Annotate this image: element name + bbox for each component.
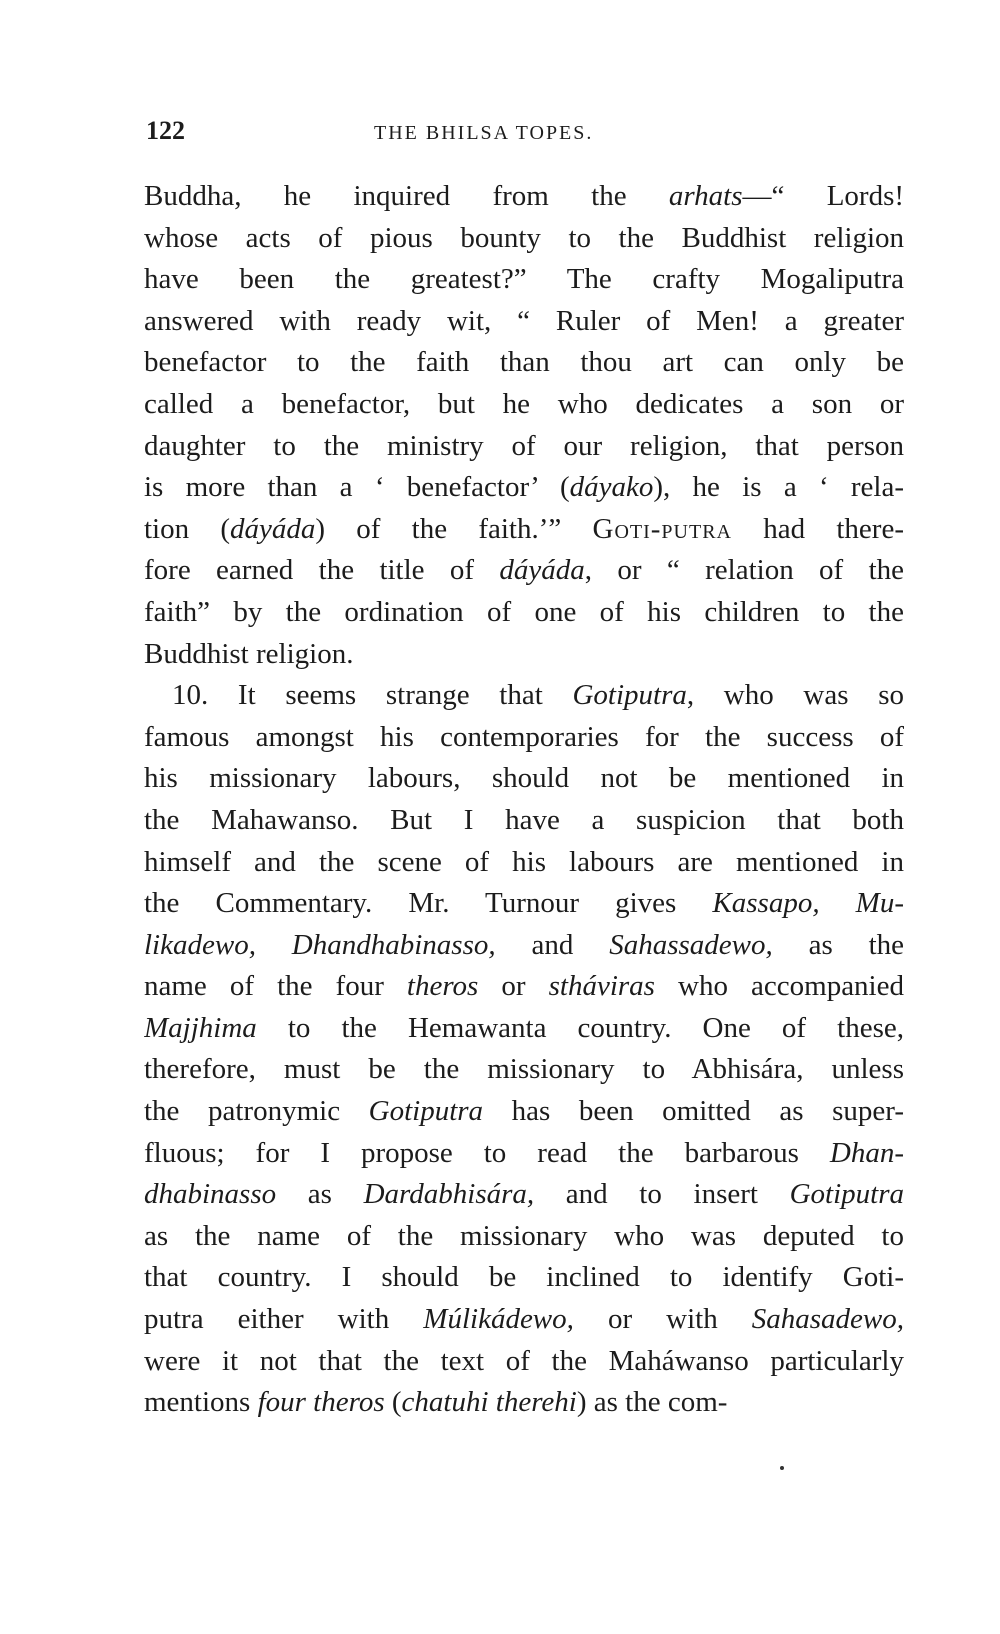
text-segment: putra either with [144, 1303, 424, 1336]
text-segment: ) as the com- [576, 1386, 728, 1419]
italic-text: Sahasadewo, [751, 1303, 904, 1336]
text-line [144, 634, 904, 676]
small-caps-text: Goti-putra [592, 512, 733, 545]
running-title: THE BHILSA TOPES. [374, 122, 594, 144]
text-line [144, 1341, 904, 1383]
text-segment: ) of the faith.’” [315, 512, 593, 545]
text-segment: the Commentary. Mr. Turnour gives [144, 887, 713, 920]
italic-text: Gotiputra [789, 1178, 904, 1211]
italic-text: dáyáda [230, 512, 316, 545]
italic-text: Majjhima [144, 1011, 257, 1044]
text-line [144, 218, 904, 260]
page-header [140, 116, 910, 152]
text-segment: had there- [732, 512, 904, 545]
text-line [144, 717, 904, 759]
text-segment: fluous; for I propose to read the barbarous [144, 1136, 830, 1169]
text-segment: who accompanied [654, 970, 904, 1003]
text-line [144, 467, 904, 509]
text-line [144, 675, 904, 717]
text-line [144, 176, 904, 218]
text-segment: daughter to the ministry of our religion, that person [144, 429, 904, 462]
text-segment: faith” by the ordination of one of his children to the [144, 595, 904, 628]
text-segment: the Mahawanso. But I have a suspicion that both [144, 803, 904, 836]
text-segment: tion ( [144, 512, 231, 545]
text-segment: ), he is a ‘ rela- [653, 471, 904, 504]
text-line [144, 1049, 904, 1091]
text-segment: as [276, 1178, 364, 1211]
italic-text: dhabinasso [144, 1178, 277, 1211]
italic-text: arhats [668, 180, 743, 212]
italic-text: Múlikádewo, [423, 1303, 574, 1336]
text-segment: his missionary labours, should not be mentioned in [144, 762, 904, 795]
italic-text: chatuhi therehi [401, 1386, 577, 1419]
text-segment: Buddhist religion. [144, 637, 354, 670]
text-line [144, 758, 904, 800]
italic-text: Kassapo, Mu- [712, 887, 904, 920]
text-segment: , or “ relation of the [584, 554, 904, 587]
text-segment: , who was so [686, 679, 904, 712]
text-segment: were it not that the text of the Maháwanso particularly [144, 1344, 904, 1377]
text-line [144, 342, 904, 384]
body-text [144, 176, 904, 1424]
text-line [144, 301, 904, 343]
text-segment: the patronymic [144, 1095, 369, 1128]
text-line [144, 1257, 904, 1299]
text-line [144, 259, 904, 301]
text-segment: and to insert [534, 1178, 790, 1211]
text-segment: as the [772, 928, 904, 961]
text-line [144, 1133, 904, 1175]
text-segment: or [478, 970, 549, 1003]
printer-mark [780, 1466, 784, 1470]
text-segment: benefactor to the faith than thou art can only be [144, 346, 904, 379]
text-line [144, 384, 904, 426]
text-segment: ( [384, 1386, 402, 1419]
italic-text: Dhan- [829, 1136, 904, 1169]
text-segment: himself and the scene of his labours are mentioned in [144, 845, 904, 878]
italic-text: Dardabhisára, [363, 1178, 535, 1211]
text-line [144, 1174, 904, 1216]
text-segment: mentions [144, 1386, 258, 1419]
text-segment: fore earned the title of [144, 554, 500, 587]
text-segment: answered with ready wit, “ Ruler of Men! a greater [144, 304, 904, 337]
text-line [144, 592, 904, 634]
italic-text: likadewo, Dhandhabinasso, [144, 928, 496, 961]
text-line [144, 550, 904, 592]
text-segment: name of the four [144, 970, 407, 1003]
text-segment: therefore, must be the missionary to Abhisára, unless [144, 1053, 904, 1086]
text-segment: has been omitted as super- [483, 1095, 904, 1128]
text-line [144, 1008, 904, 1050]
italic-text: four theros [257, 1386, 385, 1419]
text-segment: —“ Lords! [742, 180, 904, 212]
text-segment: 10. It seems strange that [172, 679, 573, 712]
text-line [144, 800, 904, 842]
text-segment: Buddha, he inquired from the [144, 180, 669, 212]
text-segment: called a benefactor, but he who dedicates a son or [144, 387, 904, 420]
page-number: 122 [146, 116, 185, 145]
text-line [144, 1299, 904, 1341]
text-line [144, 883, 904, 925]
text-line [144, 925, 904, 967]
italic-text: stháviras [548, 970, 655, 1003]
text-line [144, 1091, 904, 1133]
text-segment: is more than a ‘ benefactor’ ( [144, 471, 570, 504]
text-line [144, 966, 904, 1008]
italic-text: dáyáda [499, 554, 585, 587]
text-line [144, 842, 904, 884]
text-line [144, 426, 904, 468]
text-segment: and [495, 928, 610, 961]
italic-text: theros [406, 970, 479, 1003]
text-segment: as the name of the missionary who was deputed to [144, 1219, 904, 1252]
text-segment: or with [573, 1303, 752, 1336]
text-segment: to the Hemawanta country. One of these, [256, 1011, 904, 1044]
text-segment: whose acts of pious bounty to the Buddhist religion [144, 221, 904, 254]
italic-text: dáyako [569, 471, 654, 504]
text-segment: have been the greatest?” The crafty Mogaliputra [144, 263, 904, 296]
text-segment: famous amongst his contemporaries for the success of [144, 720, 904, 753]
text-line [144, 1216, 904, 1258]
italic-text: Sahassadewo, [609, 928, 773, 961]
text-line [144, 1382, 904, 1424]
italic-text: Gotiputra [368, 1095, 484, 1128]
italic-text: Gotiputra [572, 679, 687, 712]
text-segment: that country. I should be inclined to identify Goti- [144, 1261, 904, 1294]
text-line [144, 509, 904, 551]
